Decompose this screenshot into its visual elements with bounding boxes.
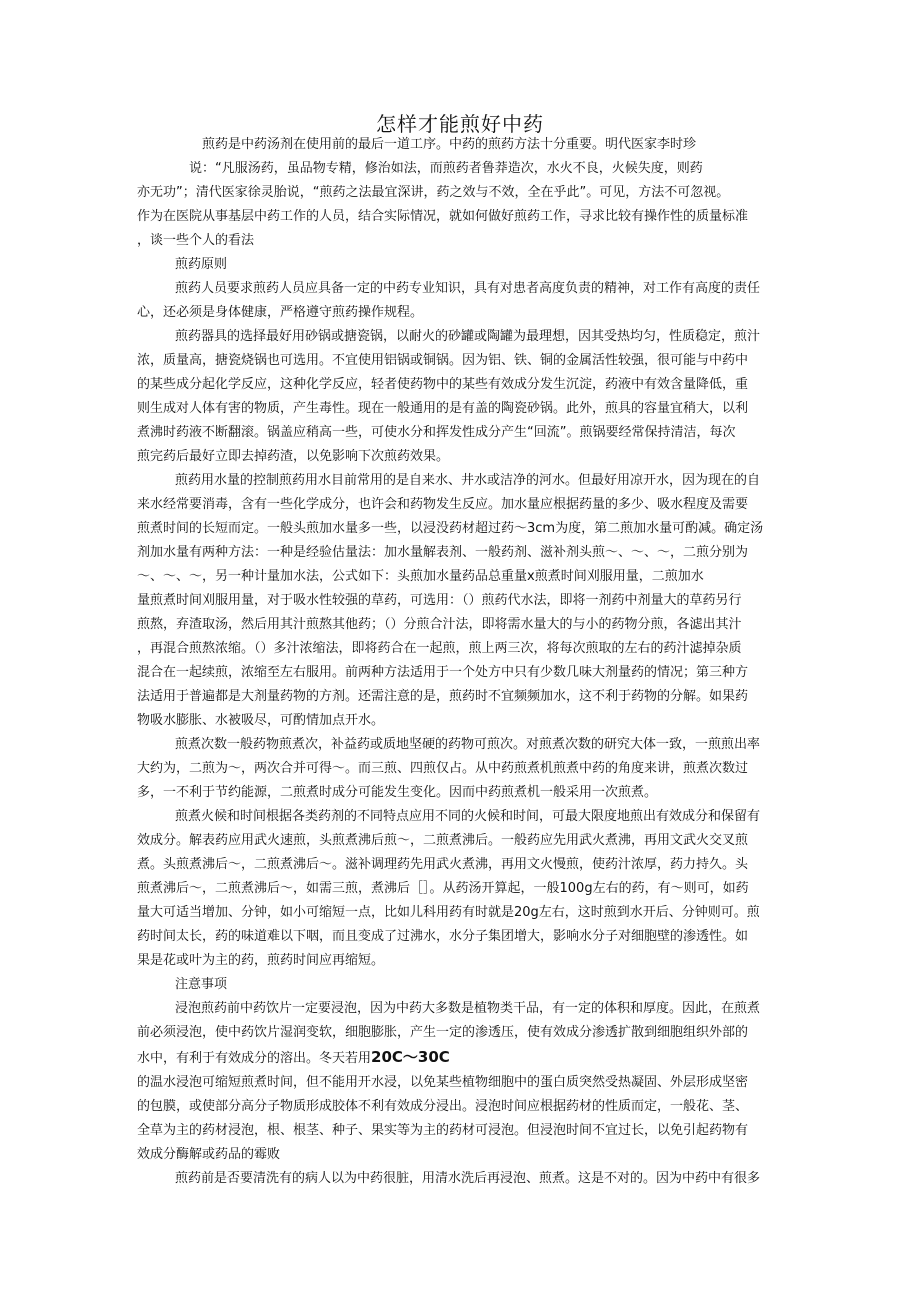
- section-heading: 煎药原则: [175, 257, 228, 272]
- paragraph-line: 作为在医院从事基层中药工作的人员，结合实际情况，就如何做好煎药工作，寻求比较有操作性的质量标准: [137, 209, 749, 224]
- section-heading: 注意事项: [175, 977, 228, 992]
- paragraph-line: 浸泡煎药前中药饮片一定要浸泡，因为中药大多数是植物类干品，有一定的体积和厚度。因此，在煎煮: [175, 1001, 761, 1016]
- paragraph-line: 煮沸时药液不断翻滚。锅盖应稍高一些，可使水分和挥发性成分产生“回流”。煎锅要经常保持清洁，每次: [137, 425, 736, 440]
- paragraph-line: 煎熬，弃渣取汤，然后用其汁煎熬其他药；（）分煎合汁法，即将需水量大的与小的药物分煎，各滤出其汁: [137, 617, 742, 632]
- paragraph-line: 大约为，二煎为～，两次合并可得～。而三煎、四煎仅占。从中药煎煮机煎煮中药的角度来讲，煎煮次数过: [137, 761, 749, 776]
- paragraph-line: 煮。头煎煮沸后～，二煎煮沸后～。滋补调理药先用武火煮沸，再用文火慢煎，使药汁浓厚，药力持久。头: [137, 857, 749, 872]
- paragraph-line: 效成分酶解或药品的霉败: [137, 1147, 281, 1162]
- paragraph-line: 药时间太长，药的味道难以下咽，而且变成了过沸水，水分子集团增大，影响水分子对细胞壁的渗透性。如: [137, 929, 749, 944]
- paragraph-line: 煎药器具的选择最好用砂锅或搪瓷锅，以耐火的砂罐或陶罐为最理想，因其受热均匀，性质稳定，煎汁: [175, 329, 761, 344]
- paragraph-line: 煎煮沸后～，二煎煮沸后～，如需三煎，煮沸后［］。从药汤开算起，一般100g左右的药，有～则可，如药: [137, 881, 749, 896]
- paragraph-line: 前必须浸泡，使中药饮片湿润变软，细胞膨胀，产生一定的渗透压，使有效成分渗透扩散到细胞组织外部的: [137, 1025, 749, 1040]
- line-text: 水中，有利于有效成分的溶出。冬天若用: [137, 1051, 372, 1066]
- paragraph-line: 的温水浸泡可缩短煎煮时间，但不能用开水浸，以免某些植物细胞中的蛋白质突然受热凝固、外层形成坚密: [137, 1075, 749, 1090]
- paragraph-line: 亦无功”；清代医家徐灵胎说，“煎药之法最宜深讲，药之效与不效，全在乎此”。可见，方法不可忽视。: [137, 185, 730, 200]
- paragraph-line: 说：“凡服汤药，虽品物专精，修治如法，而煎药者鲁莽造次，水火不良，火候失度，则药: [189, 161, 703, 176]
- paragraph-line: 煎煮次数一般药物煎煮次，补益药或质地坚硬的药物可煎次。对煎煮次数的研究大体一致，一煎煎出率: [175, 737, 761, 752]
- paragraph-line: 量大可适当增加、分钟，如小可缩短一点，比如儿科用药有时就是20g左右，这时煎到水开后、分钟则可。煎: [137, 905, 760, 920]
- paragraph-line: 果是花或叶为主的药，煎药时间应再缩短。: [137, 953, 385, 968]
- paragraph-line: ，再混合煎熬浓缩。（）多汁浓缩法，即将药合在一起煎，煎上两三次，将每次煎取的左右的药汁滤掉杂质: [137, 641, 742, 656]
- paragraph-line: 的包膜，或使部分高分子物质形成胶体不利有效成分浸出。浸泡时间应根据药材的性质而定，一般花、茎、: [137, 1099, 749, 1114]
- paragraph-line: 煎完药后最好立即去掉药渣，以免影响下次煎药效果。: [137, 449, 450, 464]
- paragraph-line: 物吸水膨胀、水被吸尽，可酌情加点开水。: [137, 713, 385, 728]
- paragraph-line: 煎药用水量的控制煎药用水目前常用的是自来水、井水或洁净的河水。但最好用凉开水，因为现在的自: [175, 473, 761, 488]
- paragraph-line: 的某些成分起化学反应，这种化学反应，轻者使药物中的某些有效成分发生沉淀，药液中有效含量降低，重: [137, 377, 749, 392]
- paragraph-line: 煎药是中药汤剂在使用前的最后一道工序。中药的煎药方法十分重要。明代医家李时珍: [202, 137, 697, 152]
- paragraph-line: 心，还必须是身体健康，严格遵守煎药操作规程。: [137, 305, 424, 320]
- paragraph-line: 煎药人员要求煎药人员应具备一定的中药专业知识，具有对患者高度负责的精神，对工作有高度的责任: [175, 281, 761, 296]
- paragraph-line: 浓，质量高，搪瓷烧锅也可选用。不宜使用铝锅或铜锅。因为铝、铁、铜的金属活性较强，很可能与中药中: [137, 353, 749, 368]
- page-title: 怎样才能煎好中药: [376, 112, 544, 136]
- paragraph-line: ，谈一些个人的看法: [137, 233, 255, 248]
- paragraph-line: 全草为主的药材浸泡，根、根茎、种子、果实等为主的药材可浸泡。但浸泡时间不宜过长，以免引起药物有: [137, 1123, 749, 1138]
- paragraph-line: 煎煮火候和时间根据各类药剂的不同特点应用不同的火候和时间，可最大限度地煎出有效成分和保留有: [175, 809, 761, 824]
- temperature-range: 20C～30C: [371, 1048, 450, 1066]
- paragraph-line: 法适用于普遍都是大剂量药物的方剂。还需注意的是，煎药时不宜频频加水，这不利于药物的分解。如果药: [137, 689, 749, 704]
- paragraph-line: 效成分。解表药应用武火速煎，头煎煮沸后煎～，二煎煮沸后。一般药应先用武火煮沸，再用文武火交叉煎: [137, 833, 749, 848]
- paragraph-line: 剂加水量有两种方法：一种是经验估量法：加水量解表剂、一般药剂、滋补剂头煎～、～、～，二煎分别为: [137, 545, 749, 560]
- paragraph-line: 量煎煮时间刈服用量，对于吸水性较强的草药，可选用：（）煎药代水法，即将一剂药中剂量大的草药另行: [137, 593, 742, 608]
- paragraph-line: ～、～、～，另一种计量加水法，公式如下：头煎加水量药品总重量x煎煮时间刈服用量，二煎加水: [137, 569, 704, 584]
- paragraph-line: 混合在一起续煎，浓缩至左右服用。前两种方法适用于一个处方中只有少数几味大剂量药的情况；第三种方: [137, 665, 749, 680]
- paragraph-line: [137, 1049, 450, 1067]
- paragraph-line: 来水经常要消毒，含有一些化学成分，也许会和药物发生反应。加水量应根据药量的多少、吸水程度及需要: [137, 497, 749, 512]
- paragraph-line: 煎药前是否要清洗有的病人以为中药很脏，用清水洗后再浸泡、煎煮。这是不对的。因为中药中有很多: [175, 1171, 761, 1186]
- paragraph-line: 煎煮时间的长短而定。一般头煎加水量多一些，以浸没药材超过药～3cm为度，第二煎加水量可酌减。确定汤: [137, 521, 764, 536]
- paragraph-line: 多，一不利于节约能源，二煎煮时成分可能发生变化。因而中药煎煮机一般采用一次煎煮。: [137, 785, 658, 800]
- paragraph-line: 则生成对人体有害的物质，产生毒性。现在一般通用的是有盖的陶瓷砂锅。此外，煎具的容量宜稍大，以利: [137, 401, 749, 416]
